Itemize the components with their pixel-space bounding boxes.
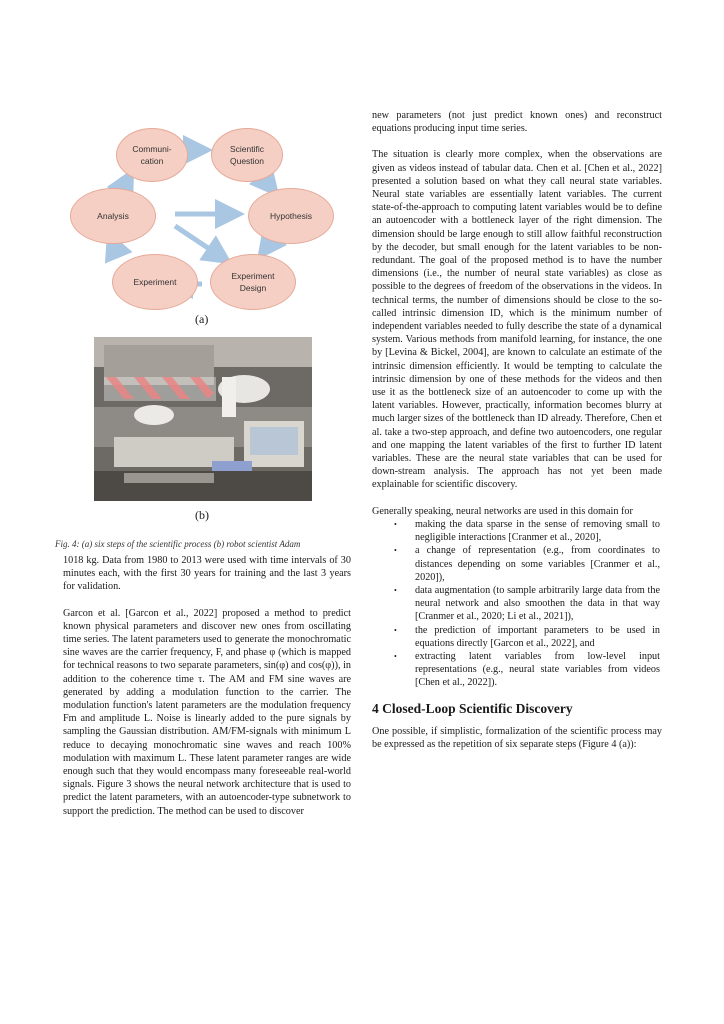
list-item: • making the data sparse in the sense of removing small to negligible interactions [Cranmer et al., 2020], [394,518,660,544]
node-scientific-question: Scientific Question [211,128,283,182]
figure-caption: Fig. 4: (a) six steps of the scientific process (b) robot scientist Adam [55,539,301,549]
left-paragraph-2: Garcon et al. [Garcon et al., 2022] proposed a method to predict known physical parameters and discover new ones from oscillating time series. The latent parameters used to generate the monochromatic sine waves are the carrier frequency, F, and phase φ (which is mapped for technical reasons to two separate parameters, sin(φ) and cos(φ)), in addition to the coherence time τ. The AM and FM sine waves are generated by adding a modulation function to the carrier. The modulation function's latent parameters are the modulation frequency Fm and amplitude L. Noise is linearly added to the pure signals by sampling the Gaussian distribution. AM/FM-signals with minimum L reduce to decaying monochromatic sine waves and reach 100% modulation with maximum L. These latent parameter ranges are wide enough such that they would encompass many foreseeable real-world signals. Figure 3 shows the neural network architecture that is used to predict the latent parameters, with an autoencoder-type subnetwork to support the prediction. The method can be used to discover [63,607,351,817]
right-column [372,109,662,751]
left-paragraph-1: 1018 kg. Data from 1980 to 2013 were used with time intervals of 30 minutes each, with the first 30 years for training and the last 3 years for validation. [63,555,351,593]
node-experiment-design: Experiment Design [210,254,296,310]
subfigure-a-label: (a) [195,312,209,326]
arrow-analysis-to-design [175,226,220,256]
node-communication: Communi- cation [116,128,188,182]
bullet-icon: • [394,585,397,595]
subfigure-b-label: (b) [195,508,209,522]
right-paragraph-3: Generally speaking, neural networks are used in this domain for [372,505,633,517]
bullet-icon: • [394,625,397,635]
robot-scientist-photo [94,337,312,501]
bullet-icon: • [394,651,397,661]
arrow-experiment-to-analysis [113,244,118,256]
right-paragraph-1: new parameters (not just predict known ones) and reconstruct equations producing input time series. [372,110,662,135]
list-item: • extracting latent variables from low-level input representations (e.g., neural state variables from videos [Chen et al., 2022]). [394,650,660,689]
node-hypothesis: Hypothesis [248,188,334,244]
bullet-icon: • [394,519,397,529]
right-paragraph-2: The situation is clearly more complex, when the observations are given as videos instead of tabular data. Chen et al. [Chen et al., 2022] presented a solution based on what they call neural state variables. Neural state variables are essentially latent variables. The current state-of-the-approach to computing latent variables would be to define an autoencoder with a bottleneck layer of the right dimension. The dimension should be large enough to still allow faithful reconstruction by the decoder, but small enough for the latent variables to be non-redundant. The goal of the proposed method is to have the number dimensions (i.e., the number of neural state variables) as close as possible to the degrees of freedom of the observations in the videos. In technical terms, the number of dimensions should be close to the so-called intrinsic dimension ID, which is the minimum number of independent variables needed to fully describe the state of a dynamical system. Various methods from manifold learning, for instance, the one by [Levina & Bickel, 2004], are known to calculate an estimate of the intrinsic dimension efficiently. It would be tempting to calculate the intrinsic dimension by one of these methods for the videos and then use it as the bottleneck size of an autoencoder to come up with the latent variables. However, practically, information becomes blurry at much larger sizes of the bottleneck than ID already. Therefore, Chen et al. take a two-step approach, and define two autoencoders, one regular and one mapping the latent variables of the first to further ID latent variables. These are the neural state variables that can be used for down-stream analysis. The approach has not yet been made explainable for scientific discovery. [372,149,662,491]
bullet-icon: • [394,546,397,556]
node-experiment: Experiment [112,254,198,310]
node-analysis: Analysis [70,188,156,244]
nn-uses-list [372,518,662,690]
right-paragraph-4: One possible, if simplistic, formalization of the scientific process may be expressed as the repetition of six separate steps (Figure 4 (a)): [372,725,662,750]
list-item: • a change of representation (e.g., from coordinates to distances depending on some variables [Cranmer et al., 2020]), [394,545,660,583]
list-item: • the prediction of important parameters to be used in equations directly [Garcon et al., 2022], and [394,624,660,649]
section-heading: 4 Closed-Loop Scientific Discovery [372,700,573,716]
scientific-process-diagram [70,126,330,310]
left-column [63,554,351,818]
list-item: • data augmentation (to sample arbitrarily large data from the neural network and also smoothen the data in that way [Cranmer et al., 2020; Li et al., 2021]), [394,584,660,623]
